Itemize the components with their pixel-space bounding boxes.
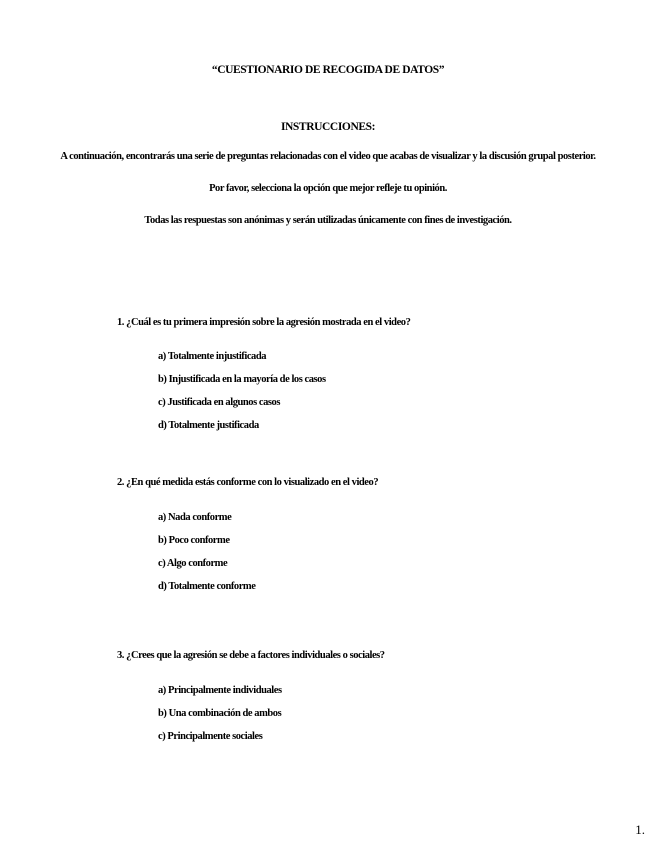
option-item: c) Principalmente sociales xyxy=(158,731,263,742)
question-1: 1. ¿Cuál es tu primera impresión sobre la agresión mostrada en el video? xyxy=(117,317,411,328)
option-item: d) Totalmente justificada xyxy=(158,420,259,431)
question-2: 2. ¿En qué medida estás conforme con lo visualizado en el video? xyxy=(117,477,379,488)
instructions-line: Todas las respuestas son anónimas y serán utilizadas únicamente con fines de investigación. xyxy=(144,215,512,226)
question-3-options xyxy=(158,684,282,753)
option-item: c) Justificada en algunos casos xyxy=(158,397,280,408)
option-item: c) Algo conforme xyxy=(158,558,228,569)
option-item: a) Nada conforme xyxy=(158,512,232,523)
page-number: 1. xyxy=(635,822,645,837)
option-item: a) Totalmente injustificada xyxy=(158,351,267,362)
question-2-options xyxy=(158,511,255,603)
question-1-options xyxy=(158,350,326,442)
option-item: a) Principalmente individuales xyxy=(158,685,282,696)
option-item: b) Injustificada en la mayoría de los casos xyxy=(158,374,326,385)
instructions-line: Por favor, selecciona la opción que mejor refleje tu opinión. xyxy=(209,183,447,194)
question-3: 3. ¿Crees que la agresión se debe a factores individuales o sociales? xyxy=(117,650,385,661)
option-item: d) Totalmente conforme xyxy=(158,581,256,592)
document-title: “CUESTIONARIO DE RECOGIDA DE DATOS” xyxy=(211,64,445,76)
instructions-heading: INSTRUCCIONES: xyxy=(280,121,376,133)
instructions-line: A continuación, encontrarás una serie de preguntas relacionadas con el video que acabas de visualizar y la discusión grupal posterior. xyxy=(60,151,596,162)
option-item: b) Poco conforme xyxy=(158,535,230,546)
option-item: b) Una combinación de ambos xyxy=(158,708,282,719)
